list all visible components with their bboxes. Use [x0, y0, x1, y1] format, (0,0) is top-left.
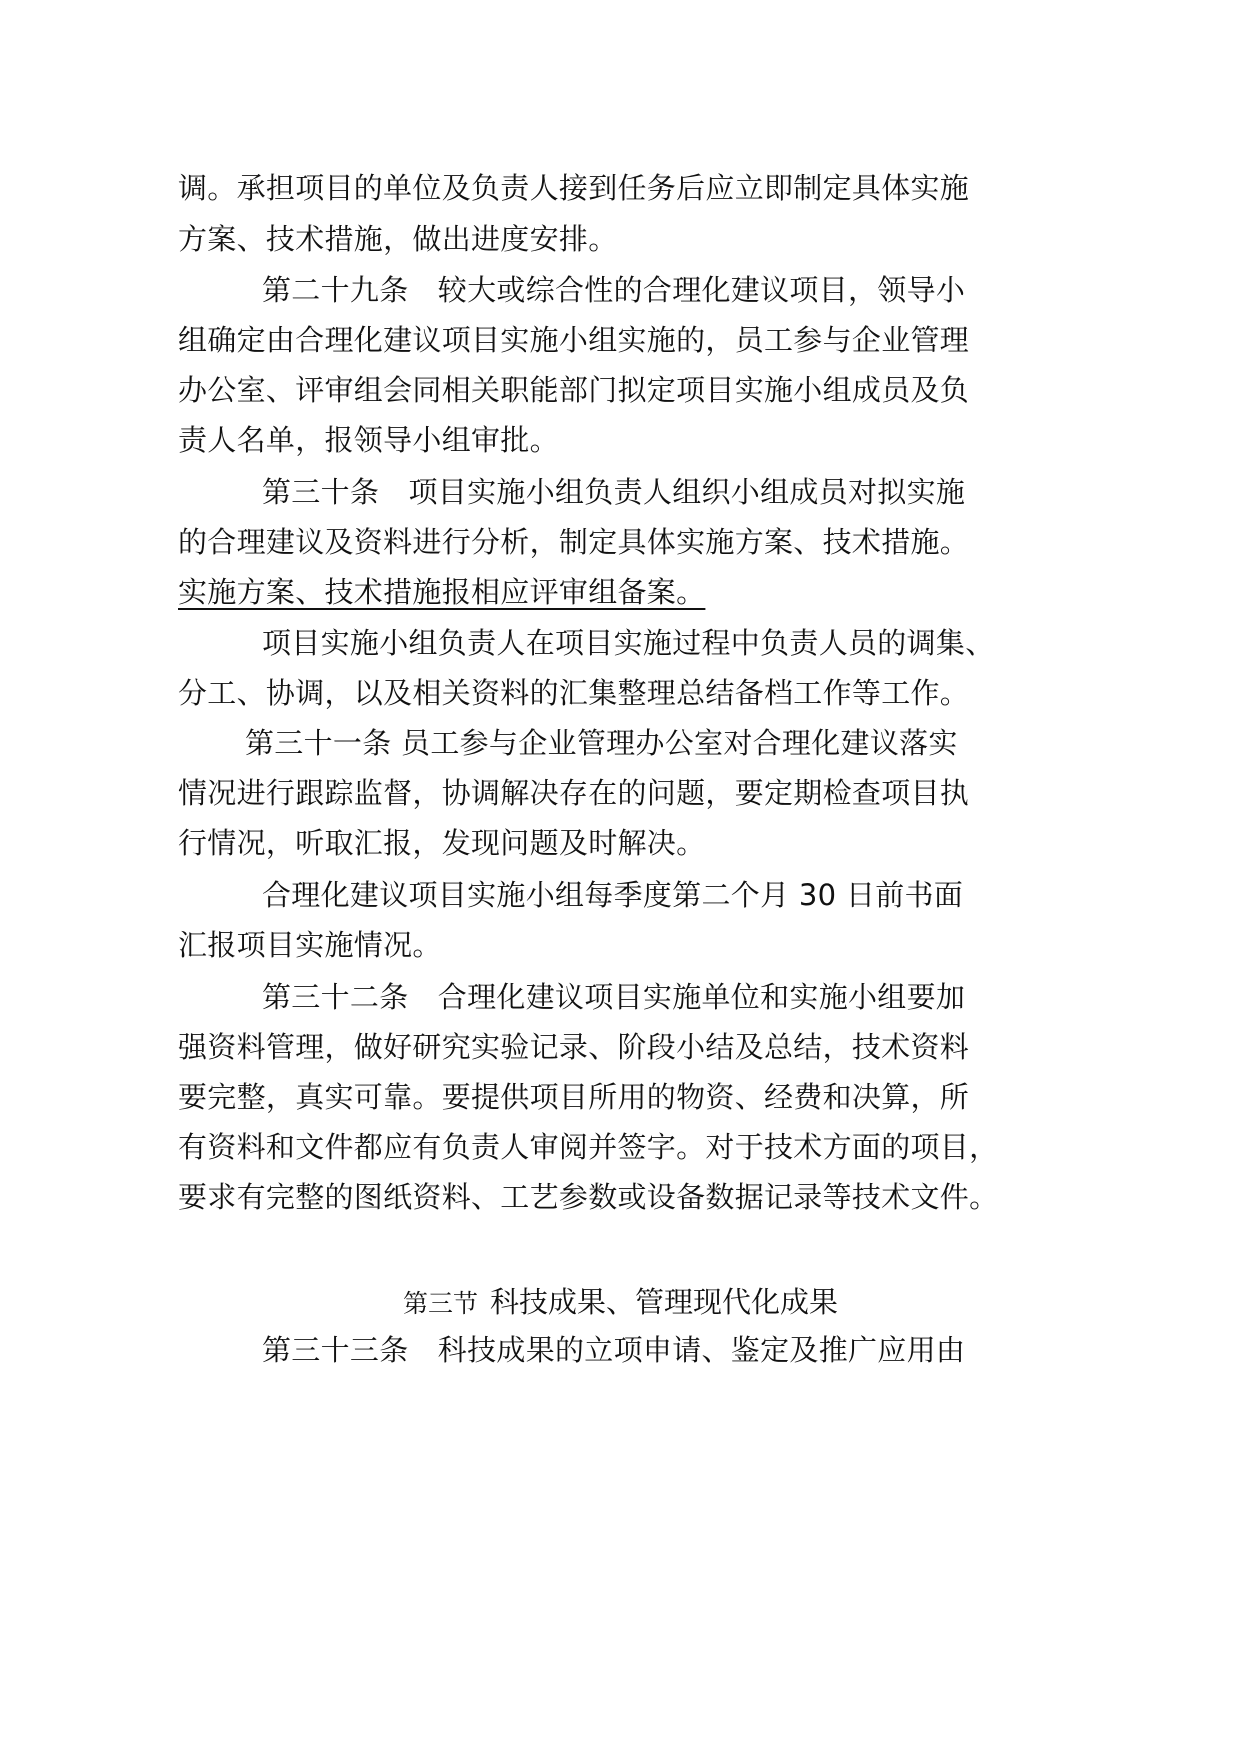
article-33-heading-line: 第三十三条 科技成果的立项申请、鉴定及推广应用由: [262, 1333, 966, 1367]
body-line: 汇报项目实施情况。: [178, 928, 442, 962]
section-heading: [0, 1282, 1241, 1324]
body-line: 项目实施小组负责人在项目实施过程中负责人员的调集、: [262, 626, 995, 660]
body-line: 组确定由合理化建议项目实施小组实施的，员工参与企业管理: [178, 323, 970, 357]
body-line: 调。承担项目的单位及负责人接到任务后应立即制定具体实施: [178, 171, 970, 205]
body-line: 的合理建议及资料进行分析，制定具体实施方案、技术措施。: [178, 525, 970, 559]
body-line: 办公室、评审组会同相关职能部门拟定项目实施小组成员及负: [178, 373, 970, 407]
body-line: 情况进行跟踪监督，协调解决存在的问题，要定期检查项目执: [178, 776, 970, 810]
body-line: 要求有完整的图纸资料、工艺参数或设备数据记录等技术文件。: [178, 1180, 999, 1214]
underlined-line: 实施方案、技术措施报相应评审组备案。: [178, 575, 706, 609]
body-line: 责人名单，报领导小组审批。: [178, 423, 559, 457]
body-line: 分工、协调，以及相关资料的汇集整理总结备档工作等工作。: [178, 676, 970, 710]
body-line: 要完整，真实可靠。要提供项目所用的物资、经费和决算，所: [178, 1080, 970, 1114]
body-line: 方案、技术措施，做出进度安排。: [178, 222, 618, 256]
section-number: 第三节: [402, 1289, 478, 1318]
article-31-heading-line: 第三十一条 员工参与企业管理办公室对合理化建议落实: [245, 726, 958, 760]
article-29-heading-line: 第二十九条 较大或综合性的合理化建议项目，领导小: [262, 273, 966, 307]
article-30-heading-line: 第三十条 项目实施小组负责人组织小组成员对拟实施: [262, 475, 966, 509]
body-line: 强资料管理，做好研究实验记录、阶段小结及总结，技术资料: [178, 1030, 970, 1064]
section-title: 科技成果、管理现代化成果: [490, 1285, 839, 1319]
article-32-heading-line: 第三十二条 合理化建议项目实施单位和实施小组要加: [262, 980, 966, 1014]
body-line: 有资料和文件都应有负责人审阅并签字。对于技术方面的项目，: [178, 1130, 999, 1164]
body-line: 合理化建议项目实施小组每季度第二个月 30 日前书面: [262, 878, 964, 912]
body-line: 行情况，听取汇报，发现问题及时解决。: [178, 826, 706, 860]
